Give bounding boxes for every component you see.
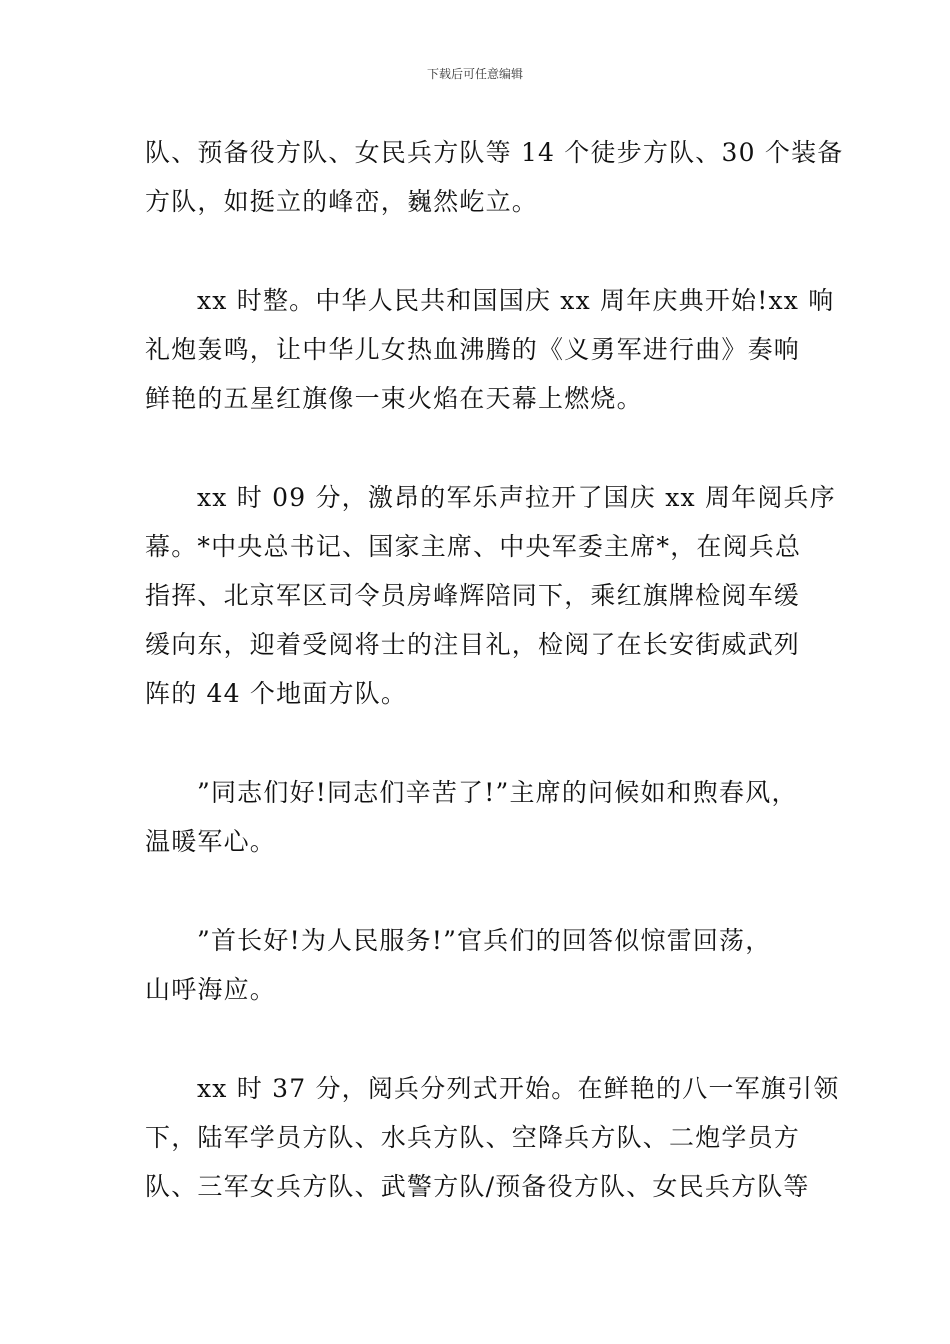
text-line: 队、三军女兵方队、武警方队/预备役方队、女民兵方队等	[145, 1172, 810, 1201]
text-line: ”同志们好!同志们辛苦了!”主席的问候如和煦春风，	[197, 778, 798, 807]
text-line: xx 时 09 分，激昂的军乐声拉开了国庆 xx 周年阅兵序	[197, 483, 836, 512]
text-line: 阵的 44 个地面方队。	[145, 679, 408, 708]
text-line: 方队，如挺立的峰峦，巍然屹立。	[145, 187, 539, 216]
text-line: 幕。*中央总书记、国家主席、中央军委主席*，在阅兵总	[145, 532, 802, 561]
text-line: 下，陆军学员方队、水兵方队、空降兵方队、二炮学员方	[145, 1123, 801, 1152]
page-header: 下载后可任意编辑	[426, 67, 523, 81]
text-line: ”首长好!为人民服务!”官兵们的回答似惊雷回荡，	[197, 926, 772, 955]
text-line: 温暖军心。	[145, 827, 277, 856]
paragraph-6	[145, 1064, 840, 1211]
text-line: 鲜艳的五星红旗像一束火焰在天幕上燃烧。	[145, 384, 643, 413]
paragraph-5	[145, 916, 815, 1014]
paragraph-1	[145, 128, 844, 226]
text-line: 缓向东，迎着受阅将士的注目礼，检阅了在长安街威武列	[145, 630, 801, 659]
text-line: 指挥、北京军区司令员房峰辉陪同下，乘红旗牌检阅车缓	[145, 581, 801, 610]
text-line: 队、预备役方队、女民兵方队等 14 个徒步方队、30 个装备	[145, 138, 844, 167]
paragraph-2	[145, 276, 835, 423]
paragraph-3	[145, 473, 836, 718]
text-line: xx 时 37 分，阅兵分列式开始。在鲜艳的八一军旗引领	[197, 1074, 840, 1103]
text-line: 礼炮轰鸣，让中华儿女热血沸腾的《义勇军进行曲》奏响	[145, 335, 801, 364]
text-line: xx 时整。中华人民共和国国庆 xx 周年庆典开始!xx 响	[197, 286, 835, 315]
text-line: 山呼海应。	[145, 975, 277, 1004]
document-body	[145, 128, 844, 1261]
paragraph-4	[145, 768, 815, 866]
